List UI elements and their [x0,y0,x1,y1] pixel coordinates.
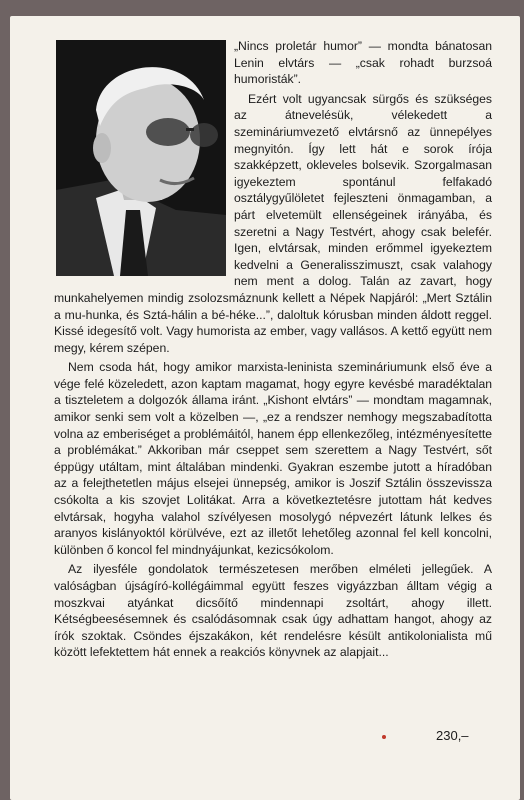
price-label: 230,– [436,728,469,743]
blurb-text [54,38,492,661]
cover-page [10,16,520,800]
paragraph-4: Az ilyesféle gondolatok természetesen merőben elméleti jellegűek. A valóságban újságíró-kollégáimmal együtt feszes vigyázzban álltam végig a moszkvai atyánkat dicsőítő mindennapi zsoltárt, ahogy illett. Kétségbeesésemnek és csalódásomnak csak úgy adhattam hangot, ahogy az írók szoktak. Csöndes éjszakákon, két rendelésre késült antikolonialista mű között lefektettem hát ennek a reakciós könyvnek az alapjait... [54,562,492,660]
paragraph-3: Nem csoda hát, hogy amikor marxista-leninista szemináriumunk első éve a vége felé közeledett, azon kaptam magamat, hogy egyre kevésbé maradéktalan a tiszteletem a dolgozók állama iránt. „Kishont elvtárs” — mondtam magamnak, amikor senki sem volt a közelben —, „ez a rendszer nemhogy megszabadította volna az emberiséget a problémáitól, hanem épp ellenkezőleg, intézményesítette a problémákat.” Akkoriban már cseppet sem szerettem a Nagy Testvért, sőt éppügy utáltam, mint általában mindenki. Gyakran eszembe jutott a híradóban az a felejthetetlen május elsejei ünnepség, amikor is Joszif Sztálin összevissza csókolta a kis szovjet Lolitákat. Arra a következtetésre jutottam hát kedves elvtársak, hogyha valahol szívélyesen mosolygó népvezért látunk lelkes és aranyos kislányoktól körülvéve, ezt az illetőt lehetőleg azonnal fel kell koncolni, különben ő koncol fel mindnyájunkat, kezicsókolom. [54,360,492,557]
ink-mark [382,735,386,739]
paragraph-2: Ezért volt ugyancsak sürgős és szükséges az átnevelésük, vélekedett a szemináriumvezető elvtársnő az ünnepélyes megnyitón. Így lett hát e sorok írója szakképzett, okleveles bolsevik. Szorgalmasan igyekeztem spontánul felfakadó osztálygyűlöletet fejleszteni önmagamban, a párt elvetemült ellenségeinek irányába, és szeretni a Nagy Testvért, ahogy csak belefér. Igen, elvtársak, minden erőmmel igyekeztem kedvelni a Generalisszimuszt, csak valahogy nem ment a dolog. Talán az zavart, hogy munkahelyemen mindig zsolozsmáznunk kellett a Népek Napjáról: „Mert Sztálin a mu-hunka, és Sztá-hálin a bé-héke...”, daloltuk kórusban minden áldott reggel. Kissé idegesítő volt. Vagy humorista az ember, vagy vallásos. A kettő együtt nem megy, kérem szépen. [54,91,492,355]
paragraph-1: „Nincs proletár humor” — mondta bánatosan Lenin elvtárs — „csak rohadt burzsoá humoristák”. [234,39,492,87]
